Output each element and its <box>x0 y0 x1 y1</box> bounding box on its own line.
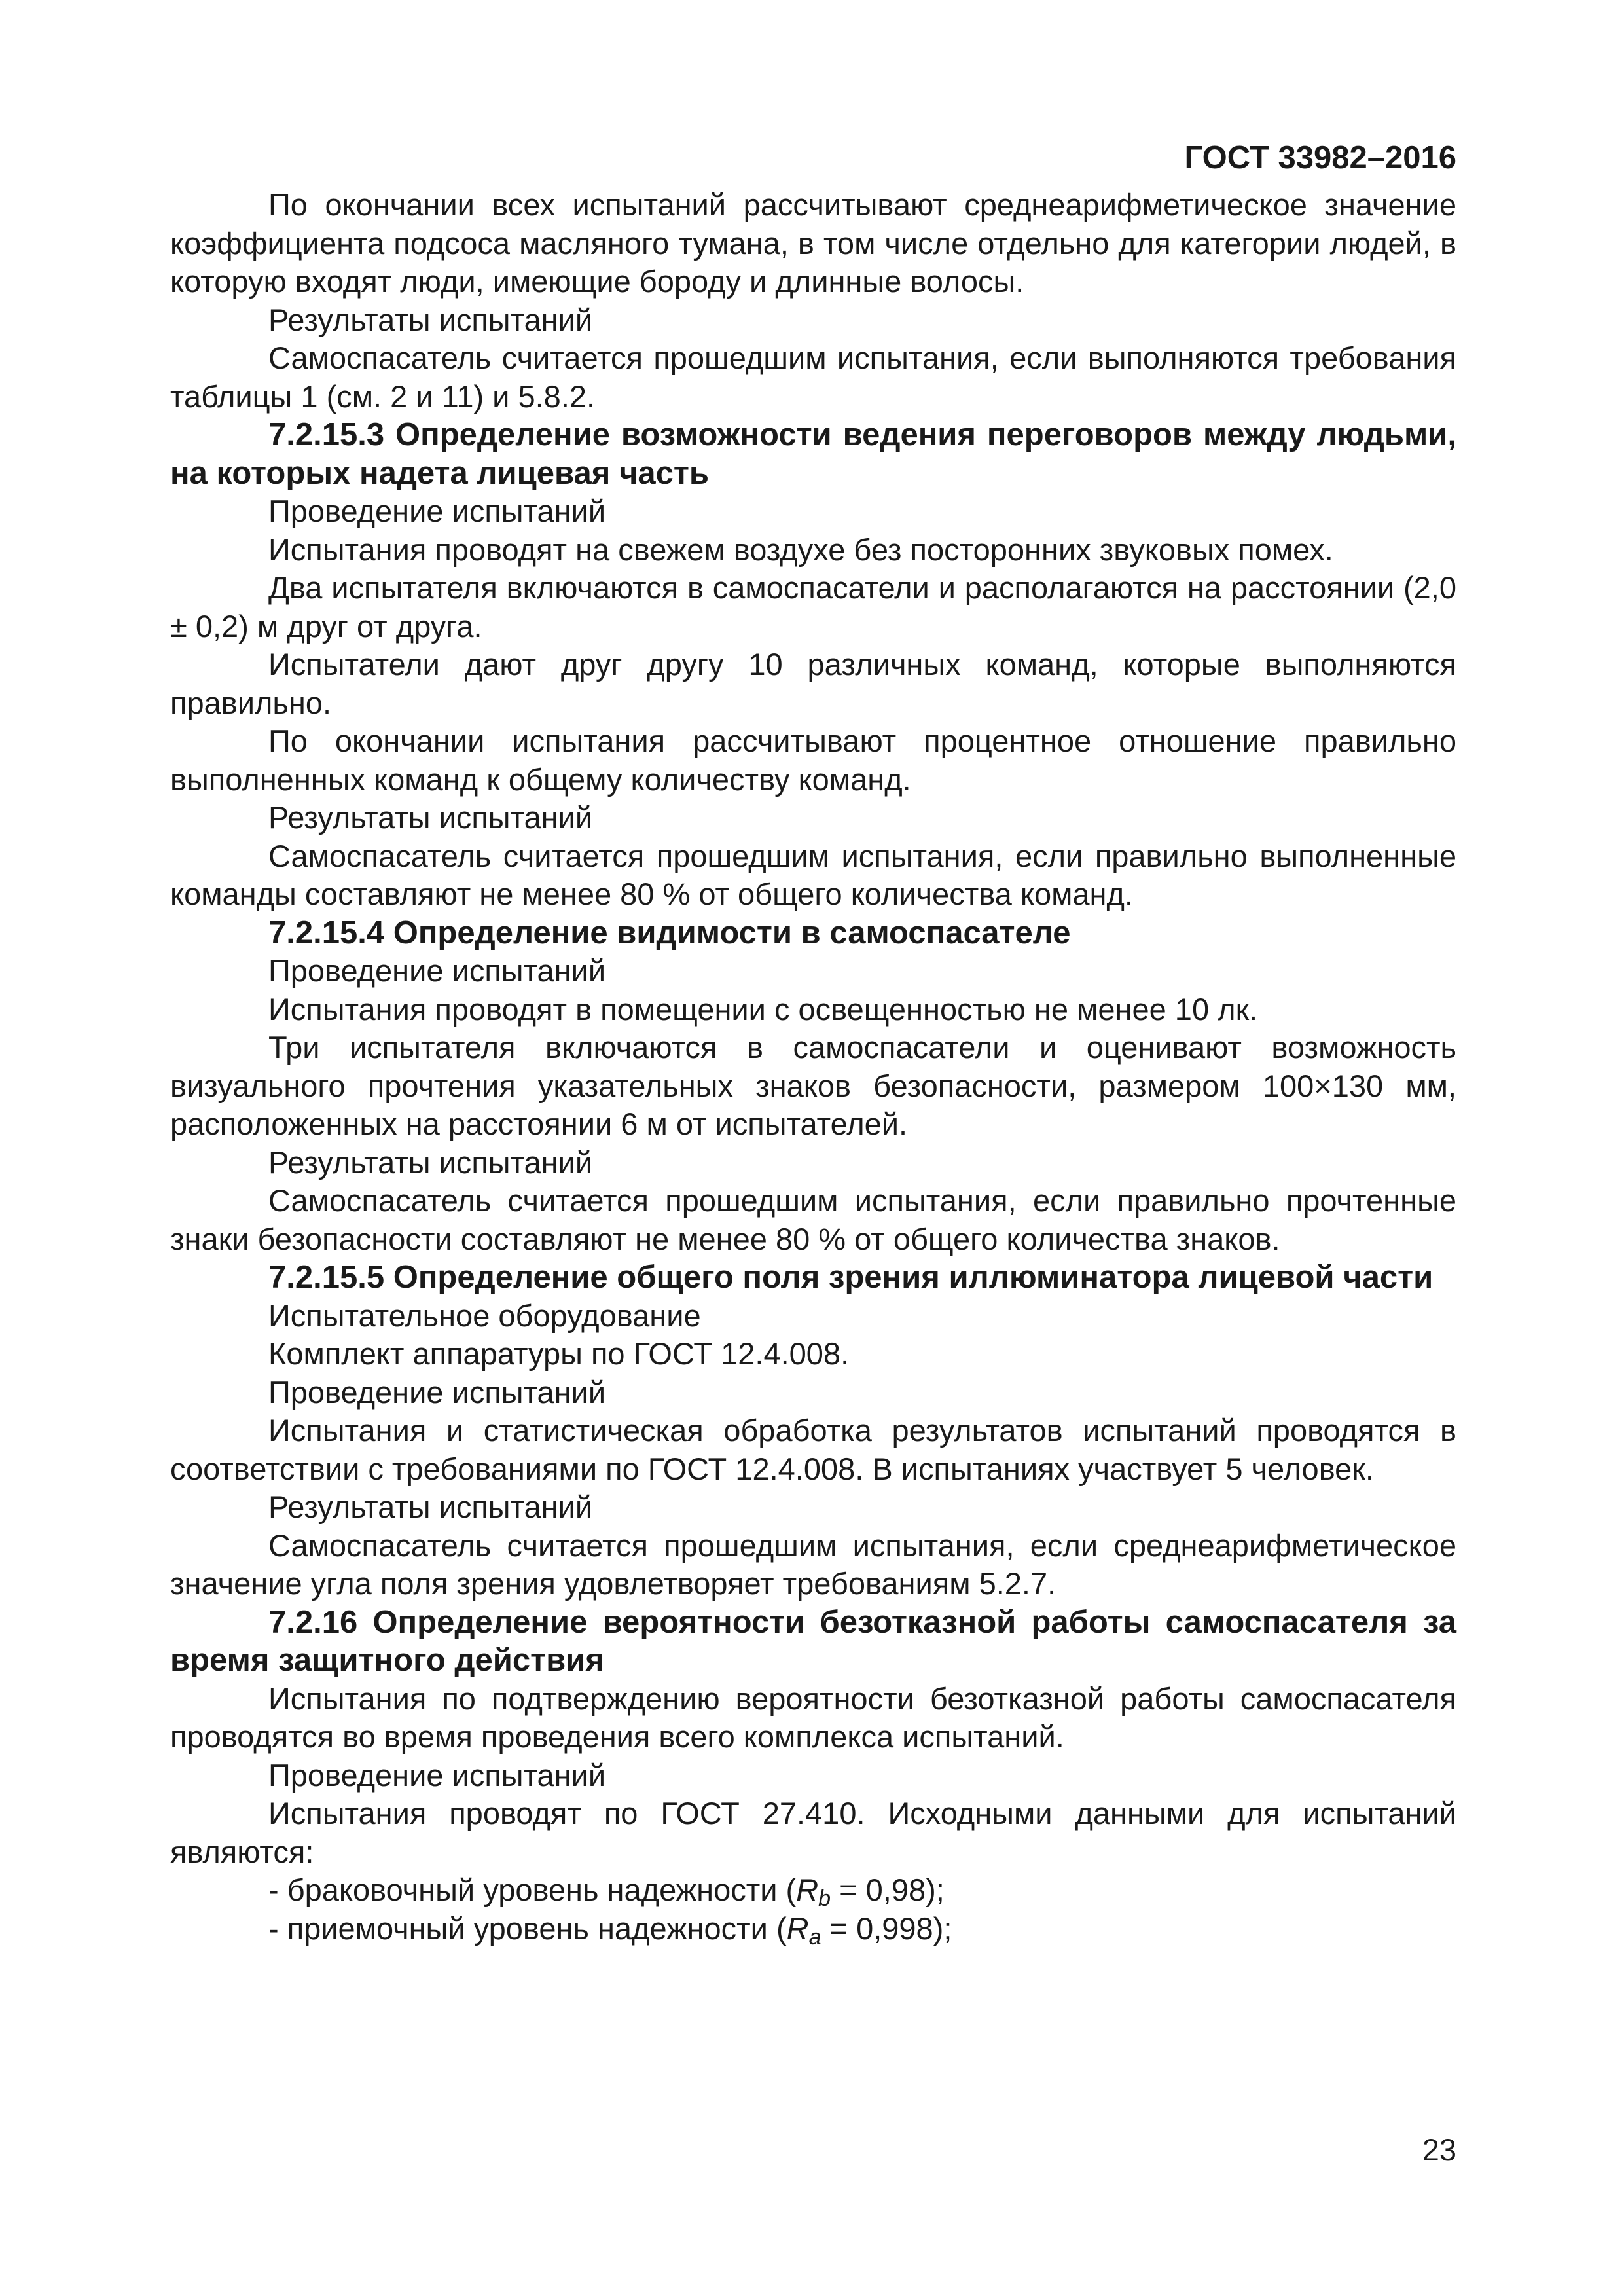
paragraph: Испытания и статистическая обработка результатов испытаний проводятся в соответствии с требованиями по ГОСТ 12.4.008. В испытаниях участвует 5 человек. <box>170 1413 1456 1486</box>
reliability-symbol: R <box>786 1910 809 1946</box>
paragraph: Испытатели дают друг другу 10 различных команд, которые выполняются правильно. <box>170 647 1456 720</box>
paragraph: По окончании всех испытаний рассчитывают среднеарифметическое значение коэффициента подсоса масляного тумана, в том числе отдельно для категории людей, в которую входят люди, имеющие бороду и длинные волосы. <box>170 187 1456 299</box>
subheading-results: Результаты испытаний <box>268 800 593 835</box>
paragraph: Испытания проводят на свежем воздухе без посторонних звуковых помех. <box>268 532 1333 567</box>
paragraph: По окончании испытания рассчитывают процентное отношение правильно выполненных команд к общему количеству команд. <box>170 723 1456 797</box>
subheading-procedure: Проведение испытаний <box>268 494 606 528</box>
document-code-header: ГОСТ 33982–2016 <box>1184 140 1456 175</box>
list-item-text: - браковочный уровень надежности ( <box>268 1872 797 1907</box>
paragraph: Самоспасатель считается прошедшим испытания, если правильно выполненные команды составляют не менее 80 % от общего количества команд. <box>170 838 1456 911</box>
subheading-equipment: Испытательное оборудование <box>268 1298 701 1333</box>
page-number: 23 <box>1422 2132 1456 2167</box>
reliability-subscript: b <box>818 1886 831 1911</box>
paragraph: Самоспасатель считается прошедшим испытания, если выполняются требования таблицы 1 (см. 2 и 11) и 5.8.2. <box>170 340 1456 414</box>
list-item-text: - приемочный уровень надежности ( <box>268 1910 787 1946</box>
subheading-results: Результаты испытаний <box>268 302 593 337</box>
subheading-results: Результаты испытаний <box>268 1489 593 1524</box>
document-page <box>170 131 1456 2226</box>
paragraph: Самоспасатель считается прошедшим испытания, если среднеарифметическое значение угла поля зрения удовлетворяет требованиям 5.2.7. <box>170 1527 1456 1601</box>
paragraph: Самоспасатель считается прошедшим испытания, если правильно прочтенные знаки безопасности составляют не менее 80 % от общего количества знаков. <box>170 1183 1456 1256</box>
section-heading-7-2-16: 7.2.16 Определение вероятности безотказной работы самоспасателя за время защитного действия <box>170 1604 1456 1678</box>
section-heading-7-2-15-4: 7.2.15.4 Определение видимости в самоспасателе <box>268 915 1071 951</box>
section-heading-7-2-15-3: 7.2.15.3 Определение возможности ведения переговоров между людьми, на которых надета лицевая часть <box>170 417 1456 491</box>
reliability-symbol: R <box>796 1872 819 1907</box>
paragraph: Испытания проводят в помещении с освещенностью не менее 10 лк. <box>268 991 1258 1027</box>
list-item-value: = 0,998); <box>821 1910 952 1946</box>
paragraph: Испытания по подтверждению вероятности безотказной работы самоспасателя проводятся во время проведения всего комплекса испытаний. <box>170 1681 1456 1754</box>
list-item <box>170 1871 1456 1910</box>
document-body <box>170 186 1456 1948</box>
subheading-procedure: Проведение испытаний <box>268 1374 606 1410</box>
subheading-results: Результаты испытаний <box>268 1144 593 1180</box>
paragraph: Испытания проводят по ГОСТ 27.410. Исходными данными для испытаний являются: <box>170 1796 1456 1869</box>
list-item <box>170 1910 1456 1948</box>
paragraph: Три испытателя включаются в самоспасатели и оценивают возможность визуального прочтения указательных знаков безопасности, размером 100×130 мм, расположенных на расстоянии 6 м от испытателей. <box>170 1030 1456 1141</box>
subheading-procedure: Проведение испытаний <box>268 1757 606 1793</box>
paragraph: Комплект аппаратуры по ГОСТ 12.4.008. <box>268 1336 850 1371</box>
list-item-value: = 0,98); <box>831 1872 945 1907</box>
subheading-procedure: Проведение испытаний <box>268 953 606 988</box>
reliability-subscript: a <box>808 1924 821 1950</box>
paragraph: Два испытателя включаются в самоспасатели и располагаются на расстоянии (2,0 ± 0,2) м друг от друга. <box>170 570 1456 644</box>
section-heading-7-2-15-5: 7.2.15.5 Определение общего поля зрения иллюминатора лицевой части <box>268 1260 1434 1295</box>
